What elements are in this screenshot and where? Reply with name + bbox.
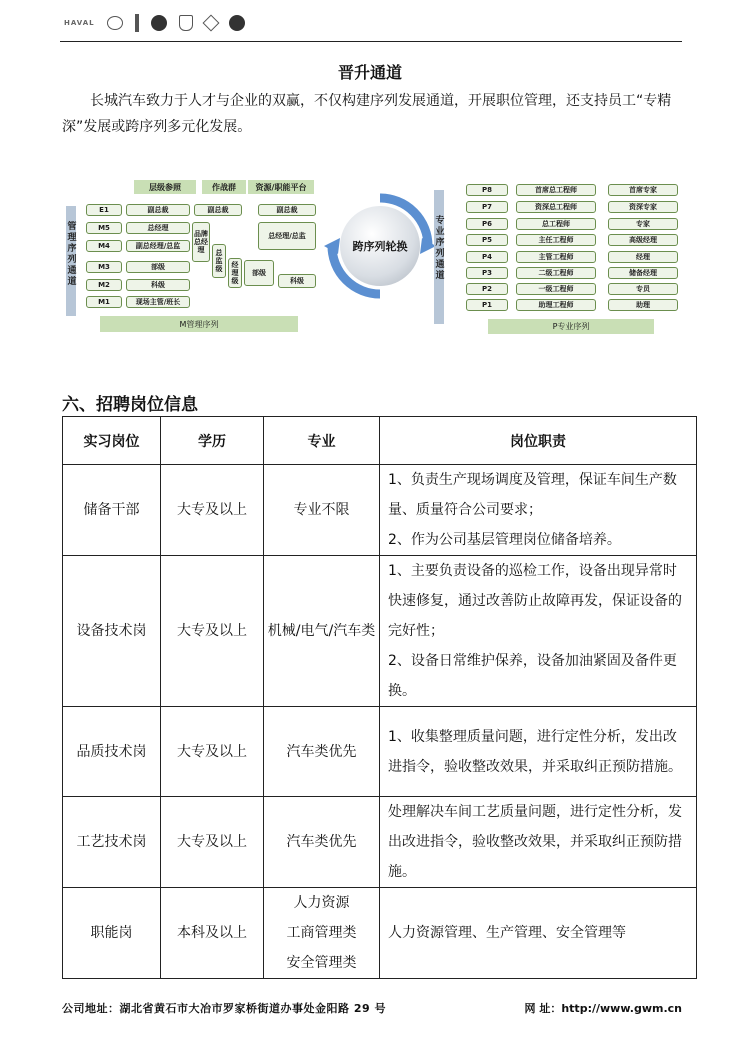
cell-major: 汽车类优先 — [264, 797, 380, 888]
p-engineer: 首席总工程师 — [516, 184, 596, 196]
m-ref: 副总经理/总监 — [126, 240, 190, 252]
p-level: P7 — [466, 201, 508, 213]
cell-duty: 1、收集整理质量问题，进行定性分析，发出改进指令，验收整改效果，并采取纠正预防措施。 — [380, 707, 697, 797]
table-row — [63, 465, 697, 556]
cell-edu: 大专及以上 — [161, 707, 264, 797]
p-expert: 经理 — [608, 251, 678, 263]
p-expert: 助理 — [608, 299, 678, 311]
brand-logo-icon — [229, 15, 245, 31]
m-manager-level: 经理级 — [228, 258, 242, 288]
table-row — [63, 556, 697, 707]
cell-edu: 大专及以上 — [161, 556, 264, 707]
recruit-table — [62, 416, 697, 979]
p-expert: 储备经理 — [608, 267, 678, 279]
tank-logo-icon — [202, 15, 219, 32]
header-divider — [60, 41, 682, 42]
m-header-ref: 层级参照 — [134, 180, 196, 194]
cell-major: 专业不限 — [264, 465, 380, 556]
m-zhanqun-top: 副总裁 — [194, 204, 242, 216]
m-level: E1 — [86, 204, 122, 216]
table-header-row — [63, 417, 697, 465]
p-engineer: 二级工程师 — [516, 267, 596, 279]
cell-duty: 1、负责生产现场调度及管理，保证车间生产数量、质量符合公司要求； 2、作为公司基层管理岗位储备培养。 — [380, 465, 697, 556]
cell-post: 设备技术岗 — [63, 556, 161, 707]
p-engineer: 资深总工程师 — [516, 201, 596, 213]
m-ref: 副总裁 — [126, 204, 190, 216]
m-ref: 部级 — [126, 261, 190, 273]
m-level: M3 — [86, 261, 122, 273]
cell-duty: 1、主要负责设备的巡检工作，设备出现异常时快速修复，通过改善防止故障再发，保证设备的完好性； 2、设备日常维护保养，设备加油紧固及备件更换。 — [380, 556, 697, 707]
p-engineer: 一级工程师 — [516, 283, 596, 295]
ora-logo-icon — [151, 15, 167, 31]
p-expert: 专员 — [608, 283, 678, 295]
p-level: P2 — [466, 283, 508, 295]
cell-duty: 人力资源管理、生产管理、安全管理等 — [380, 888, 697, 979]
column-header: 学历 — [161, 417, 264, 465]
p-expert: 高级经理 — [608, 234, 678, 246]
cell-major: 机械/电气/汽车类 — [264, 556, 380, 707]
cell-duty: 处理解决车间工艺质量问题，进行定性分析，发出改进指令，验收整改效果，并采取纠正预防措施。 — [380, 797, 697, 888]
wey-logo-icon — [135, 14, 139, 32]
cell-post: 职能岗 — [63, 888, 161, 979]
cell-post: 工艺技术岗 — [63, 797, 161, 888]
haval-logo-icon: HAVAL — [64, 19, 95, 27]
p-level: P1 — [466, 299, 508, 311]
m-buji: 部级 — [244, 260, 274, 286]
cell-major: 人力资源 工商管理类 安全管理类 — [264, 888, 380, 979]
m-header-zhanqun: 作战群 — [202, 180, 246, 194]
column-header: 实习岗位 — [63, 417, 161, 465]
cell-edu: 大专及以上 — [161, 465, 264, 556]
p-expert: 资深专家 — [608, 201, 678, 213]
promotion-title: 晋升通道 — [337, 63, 402, 82]
cell-major: 汽车类优先 — [264, 707, 380, 797]
career-path-diagram — [62, 176, 682, 341]
table-row — [63, 888, 697, 979]
cell-edu: 大专及以上 — [161, 797, 264, 888]
right-vertical-label: 专业序列通道 — [435, 216, 445, 281]
table-row — [63, 797, 697, 888]
p-expert: 首席专家 — [608, 184, 678, 196]
recruit-heading: 六、招聘岗位信息 — [62, 395, 198, 415]
p-level: P4 — [466, 251, 508, 263]
m-ref: 现场主管/班长 — [126, 296, 190, 308]
left-vertical-label: 管理序列通道 — [67, 222, 77, 287]
p-expert: 专家 — [608, 218, 678, 230]
pickup-logo-icon — [179, 15, 193, 31]
m-footer: M管理序列 — [100, 316, 298, 332]
m-level: M5 — [86, 222, 122, 234]
great-wall-logo-icon — [107, 16, 123, 30]
p-level: P3 — [466, 267, 508, 279]
p-engineer: 主管工程师 — [516, 251, 596, 263]
cross-sequence-rotation: 跨序列轮换 — [340, 206, 420, 286]
column-header: 专业 — [264, 417, 380, 465]
column-header: 岗位职责 — [380, 417, 697, 465]
cell-edu: 本科及以上 — [161, 888, 264, 979]
cell-post: 储备干部 — [63, 465, 161, 556]
table-row — [63, 707, 697, 797]
m-brand-manager: 品牌总经理 — [192, 222, 210, 262]
m-res-keji: 科级 — [278, 274, 316, 288]
p-level: P8 — [466, 184, 508, 196]
page-footer — [62, 1000, 682, 1016]
p-engineer: 助理工程师 — [516, 299, 596, 311]
p-footer: P专业序列 — [488, 319, 654, 334]
m-director-level: 总监级 — [212, 244, 226, 278]
p-engineer: 总工程师 — [516, 218, 596, 230]
m-level: M4 — [86, 240, 122, 252]
p-level: P5 — [466, 234, 508, 246]
company-website: 网 址：http://www.gwm.cn — [524, 1002, 682, 1015]
m-header-resource: 资源/职能平台 — [248, 180, 314, 194]
m-res-gm: 总经理/总监 — [258, 222, 316, 250]
promotion-intro: 长城汽车致力于人才与企业的双赢，不仅构建序列发展通道，开展职位管理，还支持员工“专精深”发展或跨序列多元化发展。 — [62, 93, 672, 135]
m-level: M2 — [86, 279, 122, 291]
m-ref: 总经理 — [126, 222, 190, 234]
p-engineer: 主任工程师 — [516, 234, 596, 246]
header-logo-bar — [64, 12, 245, 34]
p-level: P6 — [466, 218, 508, 230]
company-address: 公司地址：湖北省黄石市大冶市罗家桥街道办事处金阳路 29 号 — [62, 1002, 386, 1015]
m-level: M1 — [86, 296, 122, 308]
cell-post: 品质技术岗 — [63, 707, 161, 797]
m-res-top: 副总裁 — [258, 204, 316, 216]
m-ref: 科级 — [126, 279, 190, 291]
